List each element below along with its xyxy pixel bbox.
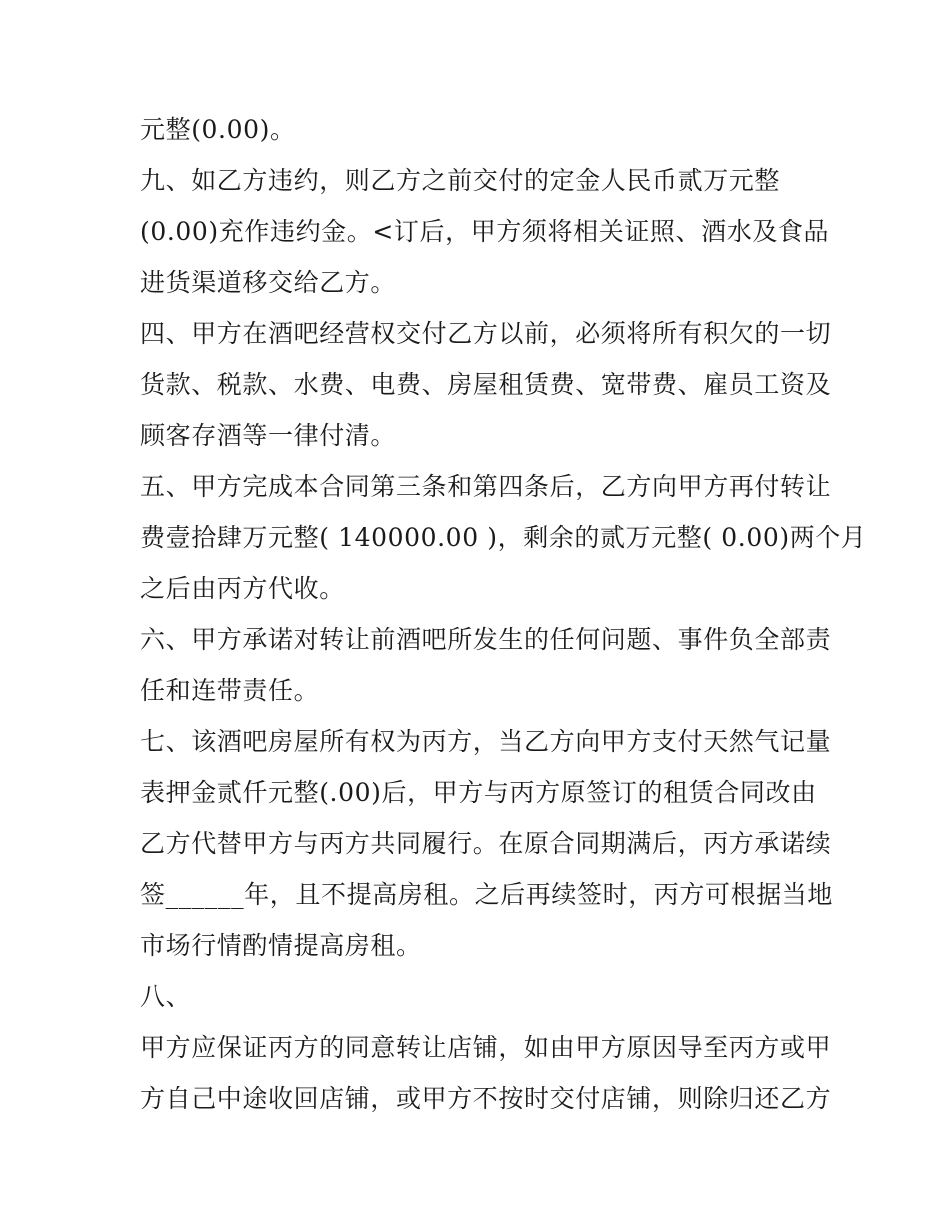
text-line: 六、甲方承诺对转让前酒吧所发生的任何问题、事件负全部责 (140, 625, 832, 654)
text-line: 八、 (140, 982, 192, 1011)
text-line: 九、如乙方违约，则乙方之前交付的定金人民币贰万元整 (140, 166, 781, 195)
text-line: 甲方应保证丙方的同意转让店铺，如由甲方原因导至丙方或甲 (140, 1033, 832, 1062)
text-line: 进货渠道移交给乙方。 (140, 268, 397, 297)
text-line: 货款、税款、水费、电费、房屋租赁费、宽带费、雇员工资及 (140, 370, 832, 399)
text-line: 方自己中途收回店铺，或甲方不按时交付店铺，则除归还乙方 (140, 1084, 832, 1113)
text-line: 元整(0.00)。 (140, 115, 296, 144)
text-line: 乙方代替甲方与丙方共同履行。在原合同期满后，丙方承诺续 (140, 829, 832, 858)
text-line: 市场行情酌情提高房租。 (140, 931, 422, 960)
text-line: 四、甲方在酒吧经营权交付乙方以前，必须将所有积欠的一切 (140, 319, 832, 348)
text-line: 任和连带责任。 (140, 676, 320, 705)
text-line: 之后由丙方代收。 (140, 574, 345, 603)
text-line: 七、该酒吧房屋所有权为丙方，当乙方向甲方支付天然气记量 (140, 727, 832, 756)
text-line: 五、甲方完成本合同第三条和第四条后，乙方向甲方再付转让 (140, 472, 832, 501)
text-line: 顾客存酒等一律付清。 (140, 421, 397, 450)
text-line: 表押金贰仟元整(.00)后，甲方与丙方原签订的租赁合同改由 (140, 778, 817, 807)
text-line: 签______年，且不提高房租。之后再续签时，丙方可根据当地 (140, 880, 834, 909)
text-line: 费壹拾肆万元整( 140000.00 )，剩余的贰万元整( 0.00)两个月 (140, 523, 867, 552)
text-line: (0.00)充作违约金。<订后，甲方须将相关证照、酒水及食品 (140, 217, 830, 246)
